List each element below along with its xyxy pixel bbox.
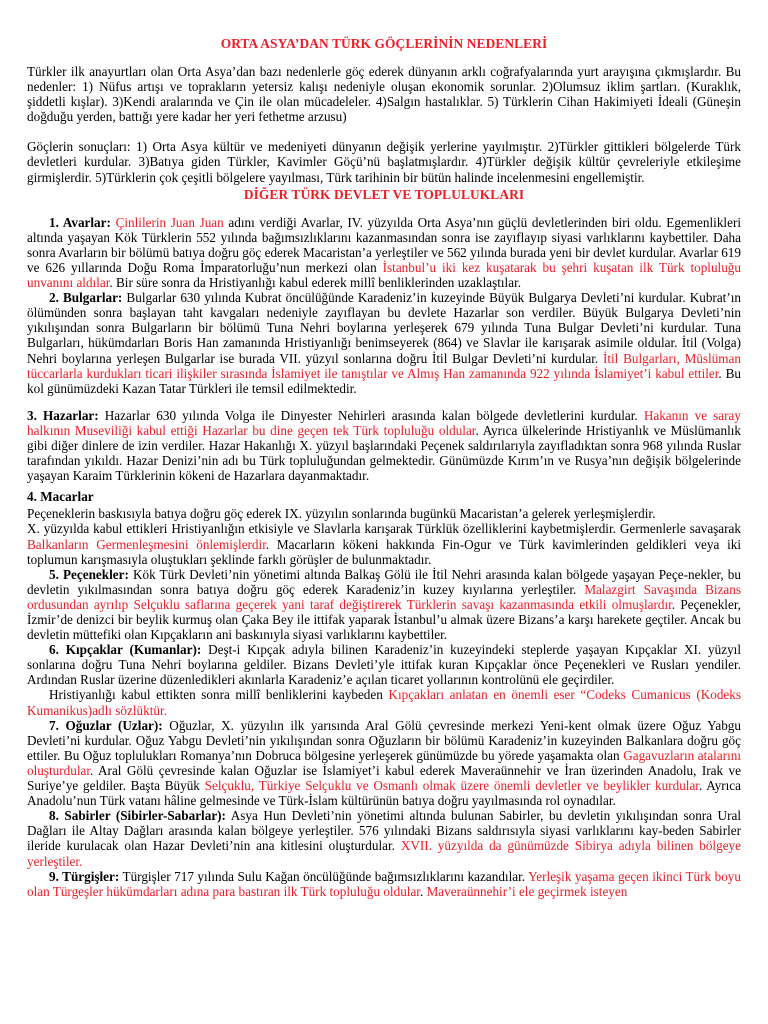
label-kipcaklar: 6. Kıpçaklar (Kumanlar):	[49, 642, 202, 658]
highlight-sabirler-1: XVII. yüzyılda da günümüzde Sibirya adıyla bilinen bölgeye yerleştiler.	[27, 838, 741, 869]
highlight-avarlar-2: İstanbul’u iki kez kuşatarak bu şehri kuşatan ilk Türk topluluğu unvanını aldılar	[27, 259, 741, 291]
highlight-kipcaklar-1: Kıpçakları anlatan en önemli eser “Codeks Cumanicus (Kodeks Kumanikus)adlı sözlüktür.	[27, 687, 741, 718]
section-macarlar-1: Peçeneklerin baskısıyla batıya doğru göç ederek IX. yüzyılın sonlarında bugünkü Macaristan’a gelerek yerleşmişlerdir.	[27, 506, 656, 522]
section-kipcaklar-2	[27, 687, 741, 717]
highlight-hazarlar-1: Hakanın ve saray halkının Museviliği kabul ettiği Hazarlar bu dine geçen tek Türk topluluğu oldular	[27, 407, 742, 438]
paragraph-goc-sonuclari: Göçlerin sonuçları: 1) Orta Asya kültür ve medeniyeti dünyanın değişik yerlerine yayılmıştır. 2)Türkler gittikleri bölgelerde Türk devletleri kurdular. 3)Batıya giden Türkler, Kavimler Göçü’nü başlatmışlardır. 4)Türkler değişik kültür çevreleriyle etkileşime girmişlerdir. 5)Türklerin çok çeşitli bölgelere yayılması, Türk tarihinin bir bütün halinde incelenmesini engellemiştir.	[27, 139, 741, 185]
text-hazarlar-2: . Ayrıca ülkelerinde Hristiyanlık ve Müslümanlık gibi diğer dinlere de izin verdiler. Hazar Hakanlığı X. yüzyıl başlarındaki Peçenek saldırılarıyla zayıfladıktan sonra 968 yılında Ruslar tarafından yıkıldı. Hazar Denizi’nin adı bu Türk topluluğundan gelmektedir. Günümüzde Kırım’ın ve Rusya’nın değişik bölgelerinde yaşayan Karaim Türklerinin kökeni de Hazarlara dayanmaktadır.	[27, 422, 742, 484]
text-bulgarlar-2: . Bu kol günümüzdeki Kazan Tatar Türkleri ile temsil edilmektedir.	[27, 365, 742, 396]
label-avarlar: 1. Avarlar:	[49, 214, 111, 230]
section-kipcaklar	[27, 642, 741, 687]
title-turk-goclerinin-nedenleri: ORTA ASYA’DAN TÜRK GÖÇLERİNİN NEDENLERİ	[220, 36, 548, 51]
text-oguzlar-2: . Aral Gölü çevresinde kalan Oğuzlar ise İslamiyet’i kabul ederek Maveraünnehir ve İran üzerinden Anadolu, Irak ve Suriye’ye geldiler. Başta Büyük	[27, 762, 741, 794]
label-hazarlar: 3. Hazarlar:	[27, 407, 99, 423]
highlight-turgisler-2: Maveraünnehir’i ele geçirmek isteyen	[426, 883, 628, 899]
section-sabirler	[27, 808, 741, 868]
text-hazarlar-1: Hazarlar 630 yılında Volga ile Dinyester Nehirleri arasında kalan bölgede devletlerini kurdular.	[98, 407, 644, 423]
highlight-pecenekler-1: Malazgirt Savaşında Bizans ordusundan ayrılıp Selçuklu saflarına geçerek yani taraf değiştirerek Türklerin savaşı kazanmasında etkili olmuşlardır	[27, 581, 741, 612]
label-oguzlar: 7. Oğuzlar (Uzlar):	[49, 717, 163, 733]
paragraph-goc-nedenleri: Türkler ilk anayurtları olan Orta Asya’dan bazı nedenlerle göç ederek dünyanın arklı coğrafyalarında yurt arayışına çıkmışlardır. Bu nedenler: 1) Nüfus artışı ve toprakların yetersiz kalışı nedeniyle oluşan ekonomik sorunlar. 2)Olumsuz iklim şartları. (Kuraklık, şiddetli kışlar). 3)Kendi aralarında ve Çin ile olan mücadeleler. 4)Salgın hastalıklar. 5) Türklerin Cihan Hakimiyeti İdeali (Güneşin doğduğu yerden, battığı yere kadar her yeri fethetme arzusu)	[27, 64, 741, 125]
section-macarlar-2	[27, 521, 741, 566]
text-macarlar-3: . Macarların kökeni hakkında Fin-Ogur ve Türk kavimlerinden geldikleri veya iki toplumun karışmasıyla oluştukları şeklinde farklı görüşler de bulunmaktadır.	[27, 536, 741, 567]
section-bulgarlar	[27, 290, 741, 396]
text-turgisler-1: Türgişler 717 yılında Sulu Kağan öncülüğünde bağımsızlıklarını kazandılar.	[119, 868, 529, 884]
text-macarlar-2: X. yüzyılda kabul ettikleri Hristiyanlığın etkisiyle ve Slavlarla karışarak Türklük özelliklerini kaybetmişlerdir. Germenlerle savaşarak	[27, 521, 741, 537]
text-avarlar-2: . Bir süre sonra da Hristiyanlığı kabul ederek millî benliklerinden uzaklaştılar.	[109, 275, 522, 291]
title-diger-turk-devletleri: DİĞER TÜRK DEVLET VE TOPLULUKLARI	[243, 186, 525, 202]
label-bulgarlar: 2. Bulgarlar:	[49, 290, 123, 306]
section-pecenekler	[27, 567, 741, 642]
highlight-oguzlar-1: Gagavuzların atalarını oluşturdular	[27, 747, 741, 778]
text-bulgarlar-1: Bulgarlar 630 yılında Kubrat öncülüğünde Karadeniz’in kuzeyinde Büyük Bulgarya Devleti’ni kurdular. Kubrat’ın ölümünden sonra başlayan taht kavgaları nedeniyle zayıflayan bu devlete Hazarlar son verdiler. Büyük Bulgarya Devleti’nin yıkılışından sonra Bulgarların bir bölümü Tuna Nehri boylarına yerleşerek 679 yılında Tuna Bulgar Devleti’ni kurdular. Tuna Bulgarları, hükümdarları Boris Han zamanında Hristiyanlığı benimseyerek (864) ve Slavlar ile karışarak asimile oldular. İtil (Volga) Nehri boylarına yerleşen Bulgarlar ise burada VII. yüzyıl sonlarına doğru İtil Bulgar Devleti’ni kurdular.	[27, 290, 741, 366]
label-sabirler: 8. Sabirler (Sibirler-Sabarlar):	[49, 808, 226, 824]
text-sabirler-1: Asya Hun Devleti’nin yönetimi altında bulunan Sabirler, bu devletin yıkılışından sonra Ural Dağları ile Altay Dağları arasında kalan bölgeye yerleştiler. 576 yılındaki Bizans saldırısıyla siyasi varlıklarını kay-beden Sabirler ileride kurulacak olan Hazar Devleti’nin ana kitlesini oluşturdular.	[27, 808, 741, 854]
text-kipcaklar-2: Hristiyanlığı kabul ettikten sonra millî benliklerini kaybeden	[49, 687, 389, 703]
highlight-avarlar-1: Çinlilerin Juan Juan	[115, 214, 224, 230]
section-oguzlar	[27, 718, 741, 809]
highlight-bulgarlar-1: İtil Bulgarları, Müslüman tüccarlarla kurdukları ticari ilişkiler sırasında İslamiyet ile tanıştılar ve Almış Han zamanında 922 yılında İslamiyet’i kabul ettiler	[27, 350, 742, 381]
section-hazarlar	[27, 408, 741, 483]
label-turgisler: 9. Türgişler:	[49, 868, 120, 884]
section-turgisler	[27, 869, 741, 899]
text-pecenekler-2: . Peçenekler, İzmir’de denizci bir beylik kurmuş olan Çaka Bey ile ittifak yaparak İstanbul’u almak üzere Bizans’a karşı harekete geçtiler. Ancak bu devletin müttefiki olan Kıpçakların ani baskınıyla siyasi varlıklarını kaybettiler.	[27, 596, 741, 643]
label-pecenekler: 5. Peçenekler:	[49, 566, 129, 582]
highlight-macarlar-1: Balkanların Germenleşmesini önlemişlerdir	[27, 536, 266, 552]
text-oguzlar-3: . Ayrıca Anadolu’nun Türk vatanı hâline gelmesinde ve Türk-İslam kültürünün batıya doğru yayılmasında rol oynadılar.	[27, 778, 741, 809]
text-turgisler-2: .	[419, 883, 427, 899]
section-avarlar	[27, 215, 741, 290]
highlight-turgisler-1: Yerleşik yaşama geçen ikinci Türk boyu olan Türgeşler hükümdarları adına para bastıran ilk Türk topluluğu oldular	[27, 868, 741, 899]
label-macarlar: 4. Macarlar	[27, 489, 94, 505]
text-pecenekler-1: Kök Türk Devleti’nin yönetimi altında Balkaş Gölü ile İtil Nehri arasında kalan bölgede yaşayan Peçe-nekler, bu devletin yıkılmasından sonra batıya doğru göç ederek Karadeniz’in kuzey kıyılarına yerleştiler.	[27, 566, 741, 597]
text-avarlar-1: adını verdiği Avarlar, IV. yüzyılda Orta Asya’nın güçlü devletlerinden biri oldu. Egemenlikleri altında yaşayan Kök Türklerin 552 yılında bağımsızlıklarını kazanmasından sonra ise zayıflayıp siyasi varlıklarını kaybettiler. Daha sonra Avarların bir bölümü batıya doğru göç ederek Macaristan’a yerleştiler ve 562 yılında burada yeni bir devlet kurdular. Avarlar 619 ve 626 yıllarında Doğu Roma İmparatorluğu’nun merkezi olan	[27, 214, 742, 275]
highlight-oguzlar-2: Selçuklu, Türkiye Selçuklu ve Osmanlı olmak üzere önemli devletler ve beylikler kurdular	[204, 778, 699, 794]
text-kipcaklar-1: Deşt-i Kıpçak adıyla bilinen Karadeniz’in kuzeyindeki steplerde yaşayan Kıpçaklar XI. yüzyıl sonlarına doğru Tuna Nehri boylarına geldiler. Bizans Devleti’yle ittifak kuran Kıpçaklar önce Peçenekleri ve Rusları yendiler. Ardından Ruslar üzerine düzenledikleri akınlarla Karadeniz’e açılan ticaret yollarının kontrolünü ele geçirdiler.	[27, 642, 741, 688]
text-oguzlar-1: Oğuzlar, X. yüzyılın ilk yarısında Aral Gölü çevresinde merkezi Yeni-kent olmak üzere Oğuz Yabgu Devleti’ni kurdular. Oğuz Yabgu Devleti’nin yıkılışından sonra Oğuzların bir bölümü Karadeniz’in kuzeyinden Balkanlara doğru göç ettiler. Bu Oğuz toplulukları Romanya’nın Dobruca bölgesine yerleşerek günümüzde bu yörede yaşamakta olan	[27, 717, 741, 763]
